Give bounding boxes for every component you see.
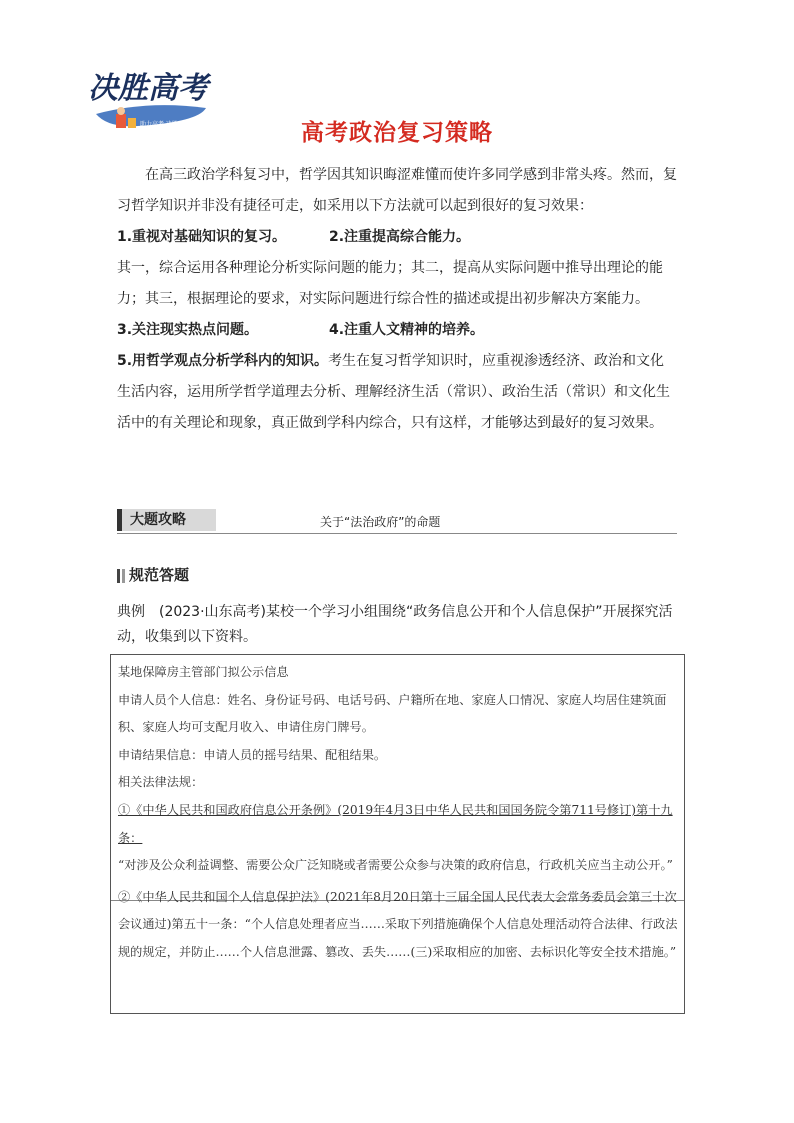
law-2: ②《中华人民共和国个人信息保护法》(2021年8月20日第十三届全国人民代表大会常务委员会第三十次会议通过)第五十一条：“个人信息处理者应当……采取下列措施确保个人信息处理活动符合法律、行政法规的规定，并防止……个人信息泄露、篡改、丢失……(三)采取相应的加密、去标识化等安全技术措施。”	[118, 889, 678, 959]
box-line-4: 相关法律法规：	[118, 775, 204, 790]
material-box-content	[118, 659, 678, 967]
points-row-1	[117, 222, 677, 253]
point-5-heading: 5.用哲学观点分析学科内的知识。	[117, 353, 329, 369]
point-2-detail: 其一，综合运用各种理论分析实际问题的能力；其二，提高从实际问题中推导出理论的能力；其三，根据理论的要求，对实际问题进行综合性的描述或提出初步解决方案能力。	[117, 260, 663, 307]
bars-icon	[117, 569, 125, 583]
intro-content	[117, 160, 677, 439]
box-line-3: 申请结果信息：申请人员的摇号结果、配租结果。	[118, 747, 387, 762]
subheading-text: 规范答题	[129, 566, 190, 584]
law-1-quote: “对涉及公众利益调整、需要公众广泛知晓或者需要公众参与决策的政府信息，行政机关应当主动公开。”	[118, 858, 673, 873]
law-1: ①《中华人民共和国政府信息公开条例》(2019年4月3日中华人民共和国国务院令第711号修订)第十九条：	[118, 802, 673, 845]
box-line-1: 某地保障房主管部门拟公示信息	[118, 665, 289, 679]
section-label: 大题攻略	[117, 509, 216, 531]
subheading	[117, 564, 189, 586]
example-text: 典例 (2023·山东高考)某校一个学习小组围绕“政务信息公开和个人信息保护”开展探究活动，收集到以下资料。	[117, 604, 673, 645]
page-title: 高考政治复习策略	[301, 120, 493, 146]
point-1: 1.重视对基础知识的复习。	[117, 229, 287, 245]
point-4: 4.注重人文精神的培养。	[329, 322, 485, 338]
section-subtitle: 关于“法治政府”的命题	[320, 515, 441, 529]
logo-text: 决胜高考	[88, 71, 208, 106]
section-bar	[117, 509, 677, 534]
point-5-text: 考生在复习哲学知识时，应重视渗透经济、政治和文化生活内容，运用所学哲学道理去分析、理解经济生活（常识）、政治生活（常识）和文化生活中的有关理论和现象，真正做到学科内综合，只有这样，才能够达到最好的复习效果。	[117, 353, 670, 431]
box-line-2: 申请人员个人信息：姓名、身份证号码、电话号码、户籍所在地、家庭人口情况、家庭人均居住建筑面积、家庭人均可支配月收入、申请住房门牌号。	[118, 692, 667, 735]
point-5	[117, 346, 677, 439]
material-box	[110, 654, 685, 1014]
points-row-2	[117, 315, 677, 346]
logo-subtext: 助力高考 决胜人生	[140, 121, 190, 128]
point-2: 2.注重提高综合能力。	[329, 229, 471, 245]
intro-paragraph: 在高三政治学科复习中，哲学因其知识晦涩难懂而使许多同学感到非常头疼。然而，复习哲学知识并非没有捷径可走，如采用以下方法就可以起到很好的复习效果：	[117, 167, 677, 214]
point-3: 3.关注现实热点问题。	[117, 322, 259, 338]
